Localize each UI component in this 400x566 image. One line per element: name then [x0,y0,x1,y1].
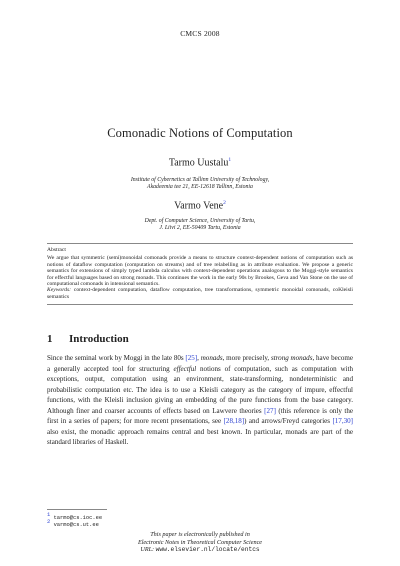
publication-footer [0,531,400,554]
footer-url-line [0,546,400,554]
footer-line: This paper is electronically published in [150,531,250,538]
abstract-bottom-rule [47,304,353,305]
affiliation-line: Akadeemia tee 21, EE-12618 Tallinn, Estonia [147,184,253,190]
intro-text: ) and arrows/Freyd categories [244,417,333,425]
intro-text: also exist, the monadic approach remains central and best known. In particular, monads are part of the standard libraries of Haskell. [47,427,353,446]
footnote-mark[interactable]: 2 [223,200,226,206]
footnote-mark: 1 [47,511,51,518]
author-name: Tarmo Uustalu [168,157,229,169]
citation-link[interactable]: [27] [264,406,276,415]
keywords-text: context-dependent computation, dataflow computation, tree transformations, symmetric monoidal comonads, coKleisli semantics [47,287,353,300]
emphasis: monads [200,354,223,362]
emphasis: effectful [173,364,197,373]
intro-text: Since the seminal work by Moggi in the late 80s [47,354,186,362]
footnote-rule [47,509,107,510]
author-2 [0,200,400,211]
section-heading [47,333,129,345]
emphasis: strong monads [270,354,313,362]
footnote-email[interactable]: tarmo@cs.ioc.ee [53,514,103,521]
intro-text: (this reference is only the first in a series of papers; for more recent presentations, see [47,406,353,425]
abstract-top-rule [47,243,353,244]
footnote-mark: 2 [47,518,51,525]
affiliation-line: J. Liivi 2, EE-50409 Tartu, Estonia [159,225,241,231]
section-number: 1 [47,333,53,345]
section-title: Introduction [69,333,129,345]
intro-text: notions of computation, such as computation with exceptions, output, computation using an environment, state-transforming, nondeterministic and probabilistic computation etc. The idea is to use a Kleisli category as the category of impure, effectful functions, with the Kleisli inclusion giving an embedding of the pure functions from the base category. Although finer and coarser accounts of effects based on Lawvere theories [47,364,353,415]
citation-link[interactable]: [25] [185,354,198,362]
intro-text: , have become a generally accepted tool for structuring [47,354,353,373]
paper-title: Comonadic Notions of Computation [107,126,293,140]
intro-text: , more precisely, [222,354,271,362]
intro-paragraph [47,353,353,448]
footnote-2 [47,519,99,528]
abstract-heading: Abstract [47,247,66,253]
url-label: URL: [140,546,155,554]
author-1 [0,157,400,168]
affiliation-line: Institute of Cybernetics at Tallinn University of Technology, [130,177,270,183]
footnote-mark[interactable]: 1 [228,157,232,163]
footnote-email[interactable]: varmo@cs.ut.ee [53,521,99,528]
url-link[interactable]: www.elsevier.nl/locate/entcs [155,546,260,554]
keywords [47,287,353,300]
footer-line: Electronic Notes in Theoretical Computer Science [137,538,263,546]
abstract-text: We argue that symmetric (semi)monoidal comonads provide a means to structure context-dependent notions of computation such as notions of dataflow computation (computation on streams) and of tree relabelling as in attribute evaluation. We propose a generic semantics for extensions of simply typed lambda calculus with context-dependent operations analogous to the Moggi-style semantics for effectful languages based on strong monads. This continues the work in the early 90s by Brookes, Geva and Van Stone on the use of computational comonads in intensional semantics. [47,255,353,288]
author-name: Varmo Vene [174,200,224,212]
venue-header: CMCS 2008 [180,29,220,38]
author-1-affiliation [0,177,400,191]
citation-link[interactable]: [17,30] [332,417,353,425]
affiliation-line: Dept. of Computer Science, University of Tartu, [144,218,256,224]
intro-text: , [197,354,201,362]
citation-link[interactable]: [28,18] [223,417,245,425]
author-2-affiliation [0,218,400,232]
keywords-label: Keywords: [47,287,72,293]
